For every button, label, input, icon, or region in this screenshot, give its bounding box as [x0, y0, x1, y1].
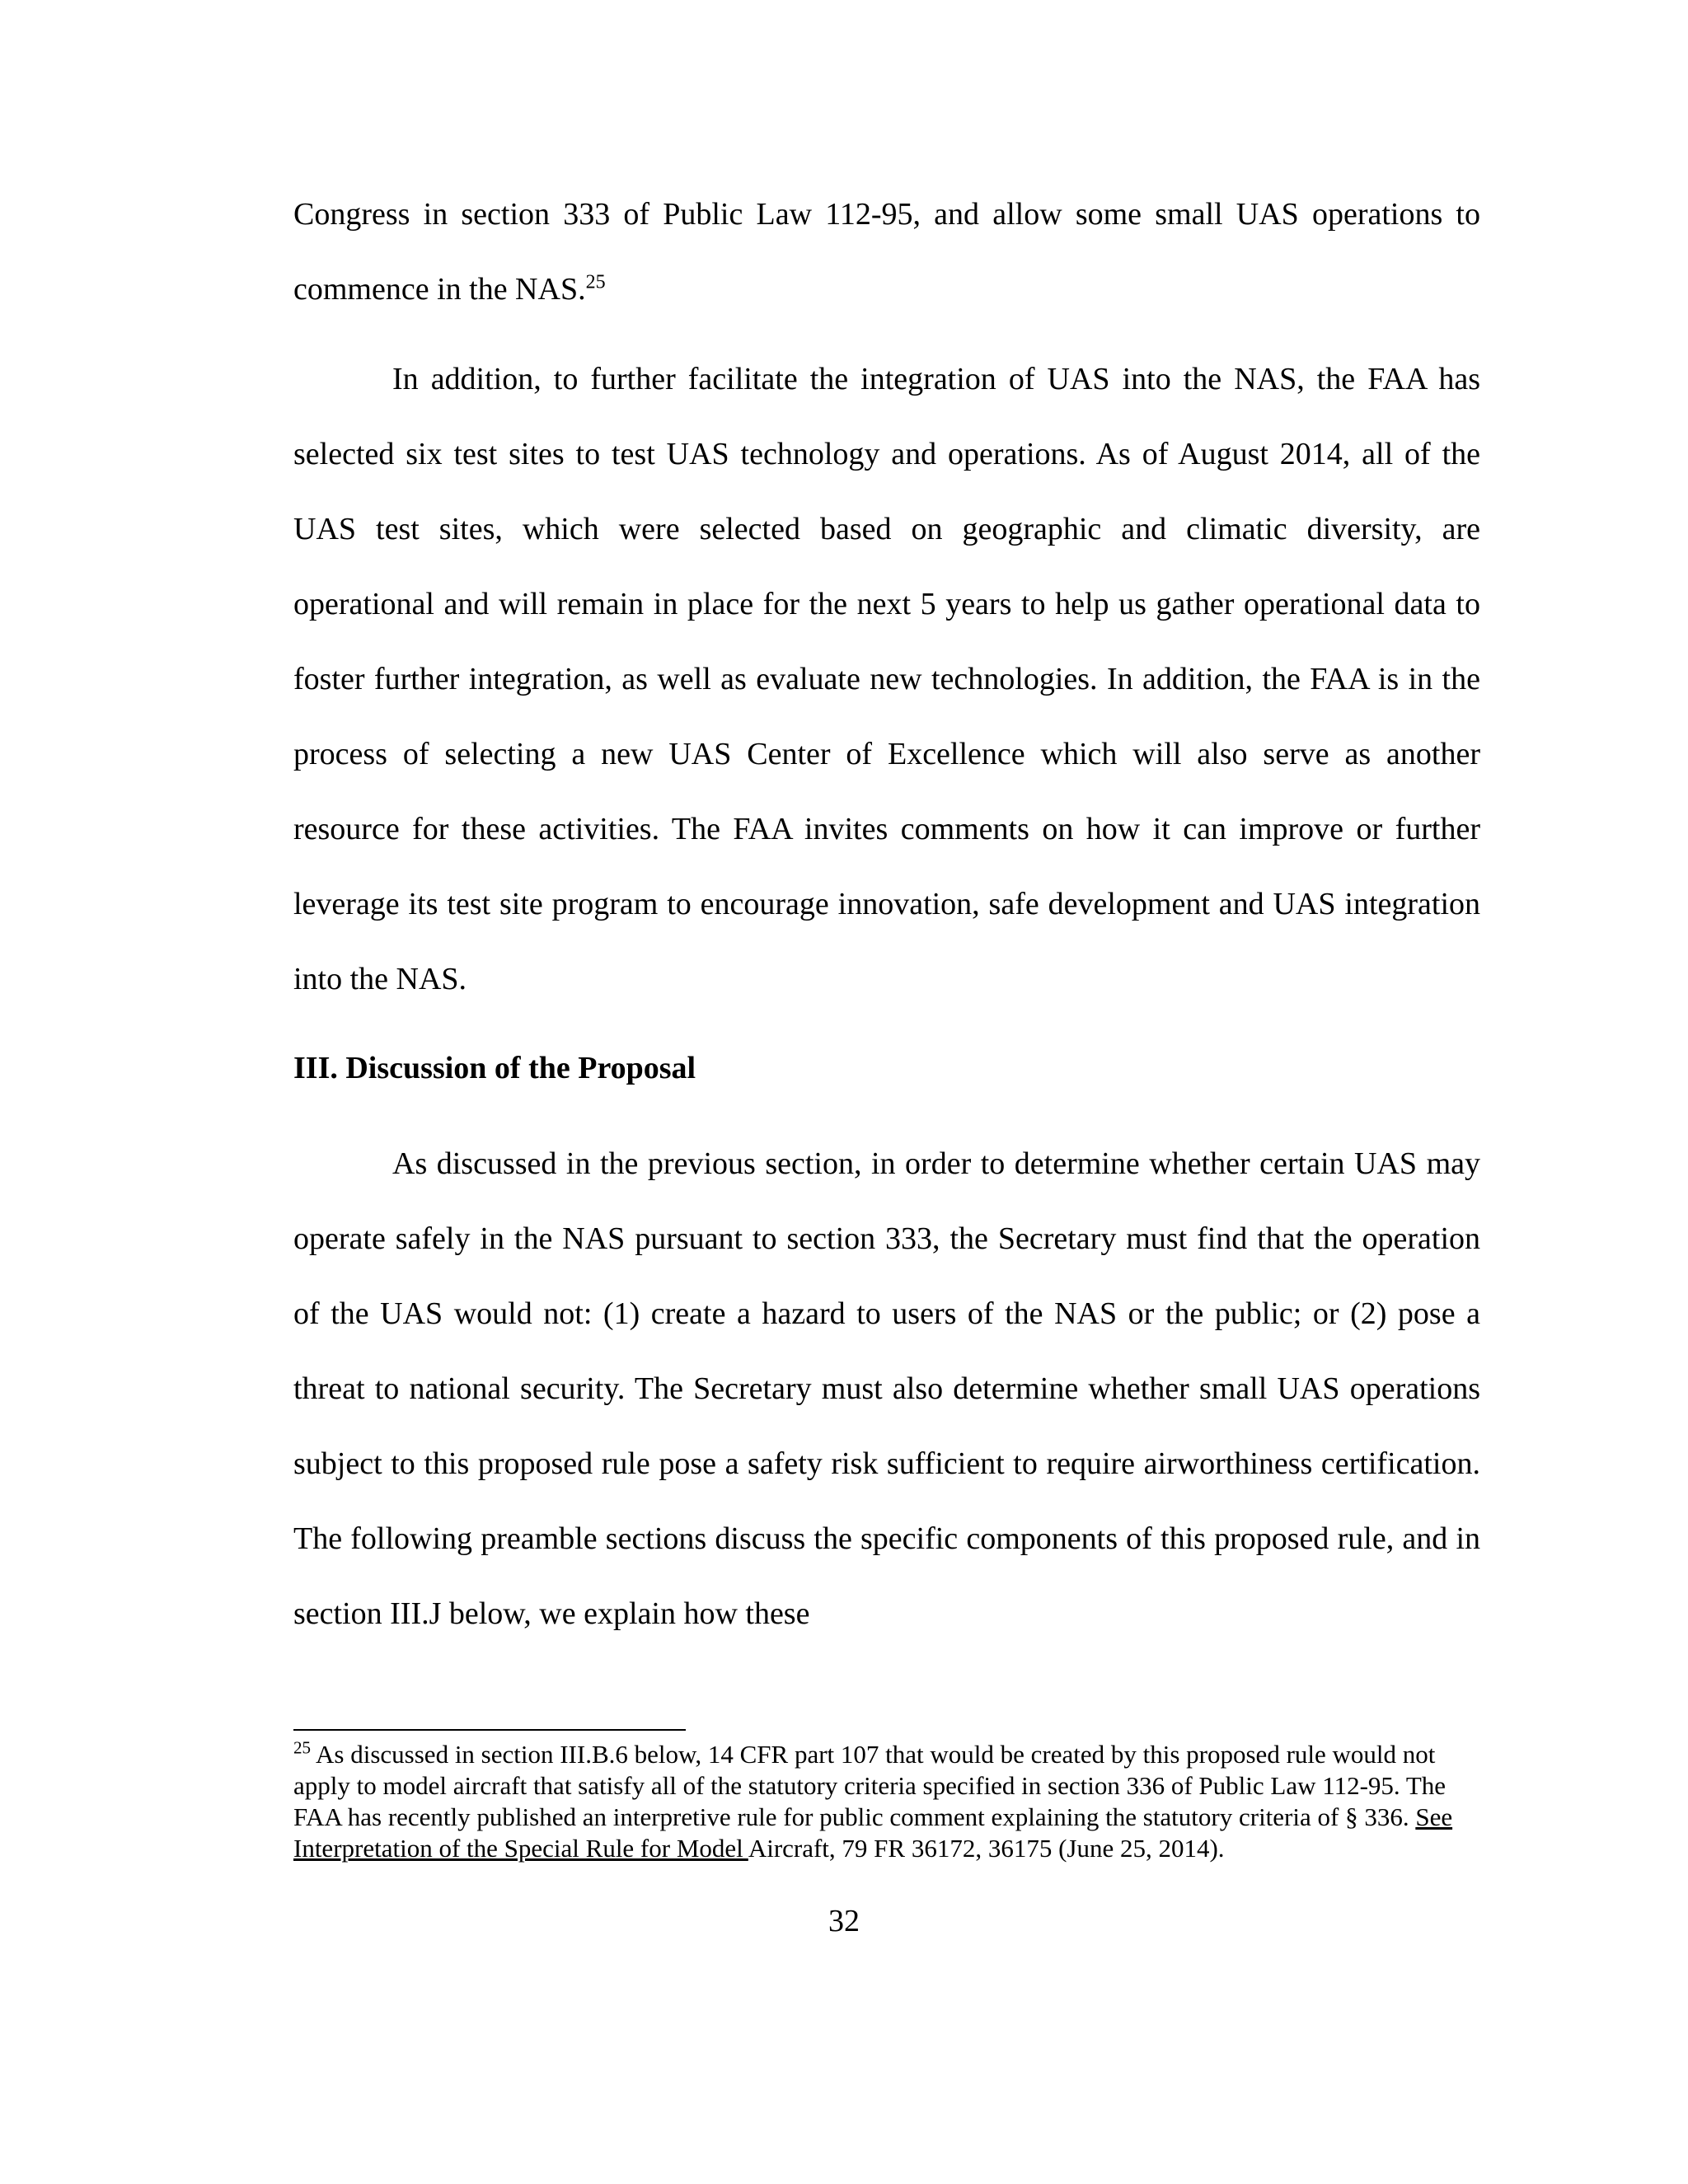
- footnote-text-end: Aircraft, 79 FR 36172, 36175 (June 25, 2014).: [748, 1834, 1225, 1863]
- footnote-divider: [293, 1729, 686, 1731]
- paragraph-text: As discussed in the previous section, in order to determine whether certain UAS may operate safely in the NAS pursuant to section 333, the Secretary must find that the operation of the UAS would not: (1) create a hazard to users of the NAS or the public; or (2) pose a threat to national security. The Secretary must also determine whether small UAS operations subject to this proposed rule pose a safety risk sufficient to require airworthiness certification. The following preamble sections discuss the specific components of this proposed rule, and in section III.J below, we explain how these: [293, 1146, 1480, 1631]
- section-heading: III. Discussion of the Proposal: [293, 1051, 696, 1085]
- page-number: 32: [828, 1904, 860, 1938]
- footnote-number: 25: [293, 1737, 311, 1758]
- paragraph-continuation: [293, 177, 1480, 327]
- footnote-citation-link[interactable]: See Interpretation of the Special Rule for Model: [293, 1802, 1453, 1863]
- paragraph-text: Congress in section 333 of Public Law 112-95, and allow some small UAS operations to commence in the NAS.: [293, 197, 1480, 307]
- paragraph-discussion: [293, 1127, 1480, 1652]
- paragraph-text: In addition, to further facilitate the integration of UAS into the NAS, the FAA has selected six test sites to test UAS technology and operations. As of August 2014, all of the UAS test sites, which were selected based on geographic and climatic diversity, are operational and will remain in place for the next 5 years to help us gather operational data to foster further integration, as well as evaluate new technologies. In addition, the FAA is in the process of selecting a new UAS Center of Excellence which will also serve as another resource for these activities. The FAA invites comments on how it can improve or further leverage its test site program to encourage innovation, safe development and UAS integration into the NAS.: [293, 362, 1480, 996]
- footnote-reference[interactable]: 25: [585, 271, 606, 293]
- footnote: [293, 1739, 1480, 1864]
- footnote-text: As discussed in section III.B.6 below, 14 CFR part 107 that would be created by this proposed rule would not apply to model aircraft that satisfy all of the statutory criteria specified in section 336 of Public Law 112-95. The FAA has recently published an interpretive rule for public comment explaining the statutory criteria of § 336.: [293, 1740, 1447, 1831]
- paragraph-test-sites: [293, 342, 1480, 1017]
